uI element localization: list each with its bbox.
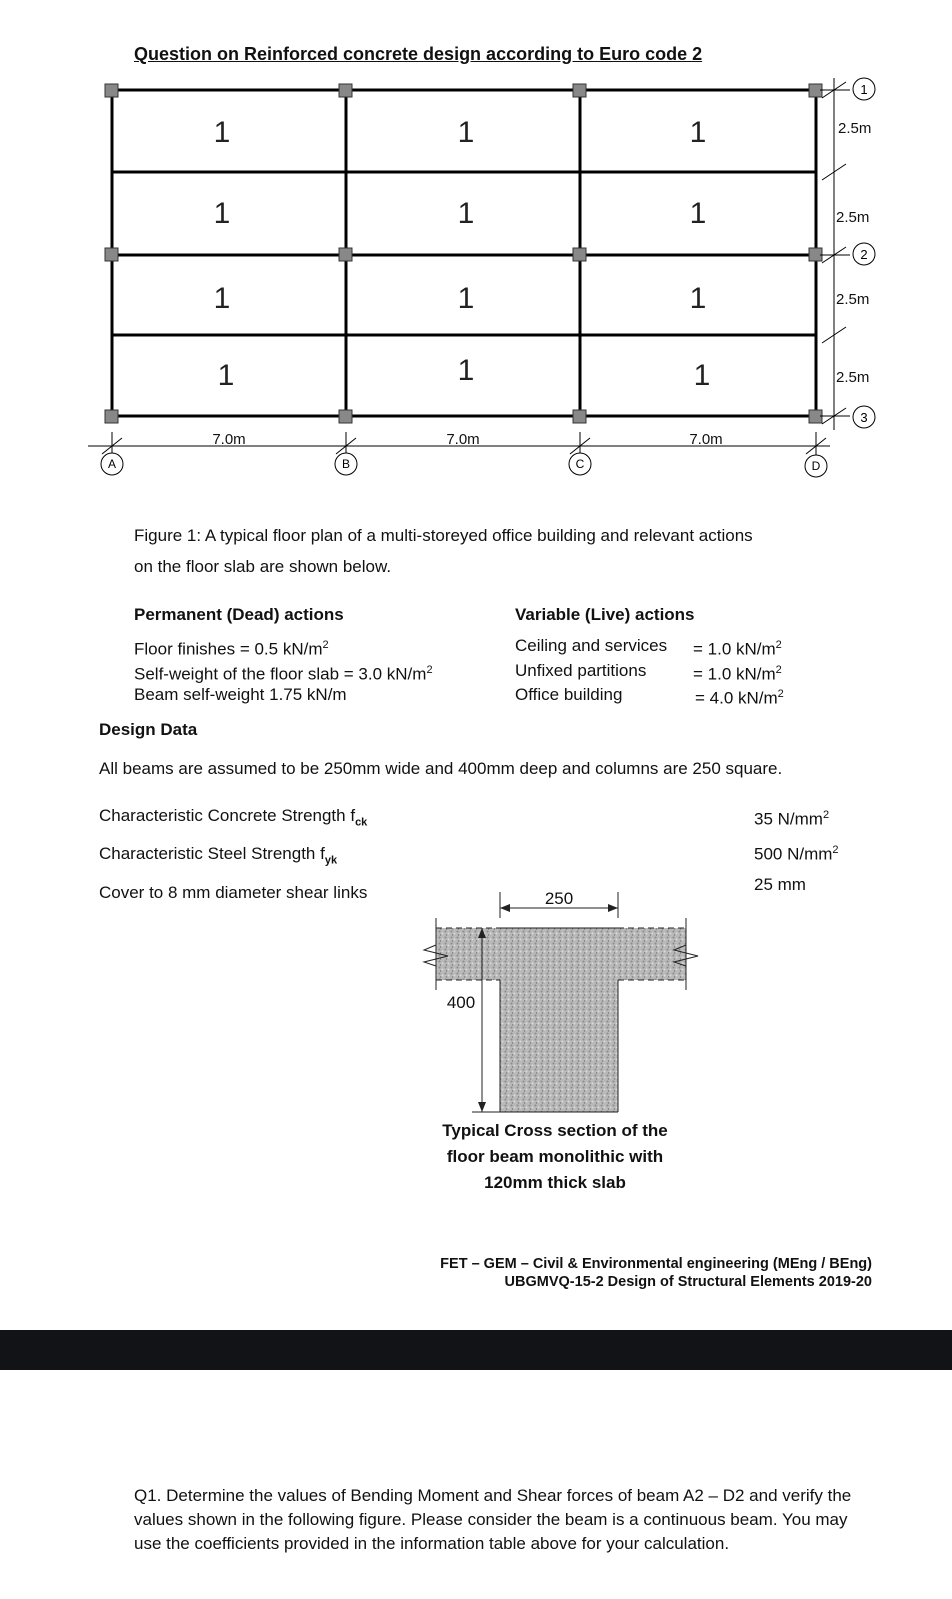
figure-caption (134, 520, 753, 582)
cross-section (400, 880, 720, 1120)
page-title: Question on Reinforced concrete design according to Euro code 2 (134, 44, 703, 64)
span-glyph: 1 (693, 359, 711, 392)
variable-item: Ceiling and services = 1.0 $kN/m^2$ (515, 636, 782, 659)
section-depth-label: 400 (446, 993, 476, 1012)
footer-line1: FET – GEM – Civil & Environmental engineering (MEng / BEng) (440, 1256, 872, 1272)
span-glyph: 1 (689, 197, 707, 230)
self-weight-slab: Self-weight of the floor slab = 3.0 $kN/m^2$ (134, 663, 433, 684)
steel-strength-value: 500 $N/mm^2$ (754, 843, 839, 864)
cross-section-svg (400, 880, 720, 1120)
span-glyph: 1 (217, 359, 235, 392)
figure-caption-line2: on the floor slab are shown below. (134, 557, 392, 576)
span-label-bc: 7.0m (446, 431, 480, 448)
variable-item: Unfixed partitions = 1.0 $kN/m^2$ (515, 660, 782, 684)
column-b3 (339, 410, 352, 423)
page-separator-bar (0, 1330, 952, 1370)
variable-heading: Variable (Live) actions (515, 605, 695, 624)
variable-actions (515, 604, 784, 709)
grid-number-1: 1 (860, 82, 868, 97)
floor-finishes: Floor finishes = 0.5 $kN/m^2$ (134, 639, 329, 659)
span-label-ab: 7.0m (212, 431, 246, 448)
column-b2 (339, 248, 352, 261)
grid-letter-a: A (107, 457, 117, 471)
span-glyph: 1 (213, 282, 231, 315)
cover-label: Cover to 8 mm diameter shear links (99, 882, 368, 902)
design-property-labels (99, 800, 367, 908)
column-a2 (105, 248, 118, 261)
span-glyph: 1 (457, 354, 475, 387)
bay-label-2: 2.5m (836, 209, 870, 226)
floor-plan-svg (0, 70, 952, 490)
concrete-strength-label: Characteristic Concrete Strength $f_{ck}$ (99, 806, 368, 829)
column-c1 (573, 84, 586, 97)
permanent-heading: Permanent (Dead) actions (134, 605, 344, 624)
span-glyph: 1 (457, 197, 475, 230)
span-glyph: 1 (689, 116, 707, 149)
grid-letter-bubbles (101, 453, 827, 477)
question-text: Q1. Determine the values of Bending Moment and Shear forces of beam A2 – D2 and verify the values shown in the following figure. Please consider the beam is a continuous beam. You may use the coefficients provided in the information table above for your calculation. (134, 1486, 852, 1553)
grid-letter-d: D (811, 459, 821, 473)
section-width-label: 250 (544, 889, 574, 908)
column-c3 (573, 410, 586, 423)
span-glyph: 1 (457, 116, 475, 149)
span-label-cd: 7.0m (689, 431, 723, 448)
bay-label-3: 2.5m (836, 291, 870, 308)
column-b1 (339, 84, 352, 97)
figure-caption-line1: Figure 1: A typical floor plan of a multi-storeyed office building and relevant actions (134, 526, 753, 545)
span-glyph: 1 (213, 197, 231, 230)
span-glyph: 1 (457, 282, 475, 315)
span-glyph: 1 (689, 282, 707, 315)
design-statement: All beams are assumed to be 250mm wide and 400mm deep and columns are 250 square. (99, 759, 783, 778)
column-c2 (573, 248, 586, 261)
permanent-actions (134, 604, 433, 705)
steel-strength-label: Characteristic Steel Strength $f_{yk}$ (99, 844, 338, 867)
cover-value: 25 mm (754, 875, 806, 895)
grid-number-2: 2 (860, 247, 868, 262)
bay-label-1: 2.5m (838, 120, 872, 137)
span-glyph: 1 (213, 116, 231, 149)
beam-self-weight: Beam self-weight 1.75 kN/m (134, 685, 347, 705)
beam-web (500, 928, 618, 1112)
grid-letter-b: B (341, 457, 351, 471)
section-caption: Typical Cross section of the floor beam monolithic with 120mm thick slab (442, 1121, 668, 1192)
floor-plan (0, 70, 952, 490)
grid-number-3: 3 (860, 410, 868, 425)
grid-letter-c: C (575, 457, 585, 471)
column-a1 (105, 84, 118, 97)
footer-line2: UBGMVQ-15-2 Design of Structural Elements 2019-20 (504, 1274, 872, 1290)
concrete-strength-value: 35 $N/mm^2$ (754, 809, 830, 829)
column-a3 (105, 410, 118, 423)
bay-label-4: 2.5m (836, 369, 870, 386)
design-heading: Design Data (99, 720, 198, 739)
variable-item: Office building = 4.0 $kN/m^2$ (515, 685, 784, 708)
design-property-values (754, 800, 839, 900)
document-footer (440, 1255, 872, 1291)
